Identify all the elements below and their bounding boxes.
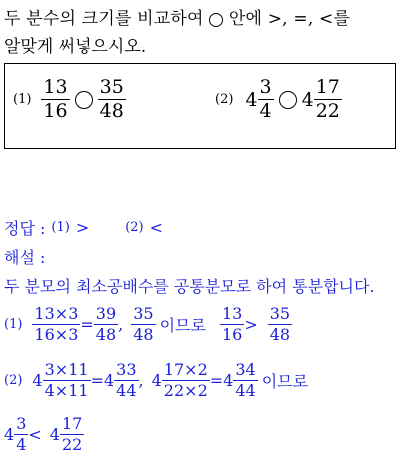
numerator: 3×11 [44,360,89,379]
circle-blank-icon [209,13,223,27]
denominator: 48 [133,325,154,344]
question-line-2: 알맞게 써넣으시오. [4,37,147,57]
fraction [220,306,244,343]
denominator: 16×3 [34,325,79,344]
denominator: 22×2 [163,381,208,400]
denominator: 48 [95,325,117,344]
comparison-sign: < [28,425,42,444]
fraction [94,306,118,343]
explanation-step-1 [4,306,292,343]
whole-number: 4 [49,425,60,444]
problem-2-label: (2) [215,92,234,107]
problem-2-right-mixed [302,78,342,121]
denominator: 4 [16,435,27,454]
explanation-intro: 두 분모의 최소공배수를 공통분모로 하여 통분합니다. [4,277,375,296]
numerator: 3 [259,76,272,98]
denominator: 4 [259,100,272,122]
mixed-number [152,362,210,399]
answer-line [4,216,163,239]
circle-blank-icon [279,91,297,109]
numerator: 35 [99,76,124,98]
mixed-number [32,362,90,399]
problem-1-label: (1) [13,92,32,107]
fraction [268,306,292,343]
equals-sign: = [209,371,224,390]
therefore-word: 이므로 [159,316,206,335]
denominator: 44 [116,381,137,400]
whole-number: 4 [245,88,258,111]
question-text-b: 안에 >, =, <를 [228,9,351,29]
answer-2-value: < [149,218,164,237]
step-2-label: (2) [4,373,23,388]
problem-2-left-mixed [245,78,273,121]
numerator: 13 [221,304,243,323]
problem-2 [215,78,342,121]
numerator: 17 [315,76,340,98]
explanation-step-3 [4,416,84,453]
explanation-title: 해설 : [4,248,46,267]
mixed-number [104,362,139,399]
numerator: 39 [95,304,117,323]
whole-number: 4 [103,371,115,390]
denominator: 48 [269,325,291,344]
answer-2-label: (2) [125,220,144,235]
problem-box [4,63,396,149]
equals-sign: = [90,371,104,390]
whole-number: 4 [151,371,162,390]
whole-number: 4 [4,425,15,444]
question-line-1 [4,4,350,29]
denominator: 4×11 [44,381,89,400]
numerator: 13 [43,76,68,98]
problem-1-right-fraction [98,78,126,121]
mixed-number [50,416,85,453]
mixed-number [223,362,258,399]
whole-number: 4 [301,88,314,111]
circle-blank-icon [75,91,93,109]
denominator: 22 [315,100,340,122]
answer-1-value: > [75,218,90,237]
whole-number: 4 [32,371,43,390]
denominator: 48 [99,100,124,122]
step-1-label: (1) [4,317,23,332]
problem-1-left-fraction [41,78,69,121]
comma: , [118,315,124,334]
numerator: 35 [269,304,291,323]
numerator: 17 [61,414,83,433]
denominator: 44 [235,381,256,400]
problem-1 [13,78,126,121]
fraction [32,306,80,343]
answer-title: 정답 : [4,219,46,238]
numerator: 33 [116,360,137,379]
equals-sign: = [80,315,94,334]
question-text-a: 두 분수의 크기를 비교하여 [4,9,204,29]
mixed-number [4,416,28,453]
comparison-sign: > [244,315,258,334]
answer-1-label: (1) [51,220,70,235]
comma: , [138,371,144,390]
therefore-word: 이므로 [261,372,309,391]
fraction [131,306,155,343]
whole-number: 4 [223,371,234,390]
numerator: 35 [133,304,154,323]
denominator: 16 [221,325,243,344]
numerator: 13×3 [34,304,79,323]
denominator: 16 [43,100,68,122]
numerator: 17×2 [163,360,208,379]
numerator: 34 [235,360,256,379]
numerator: 3 [16,414,27,433]
denominator: 22 [61,435,83,454]
explanation-step-2 [4,362,308,399]
